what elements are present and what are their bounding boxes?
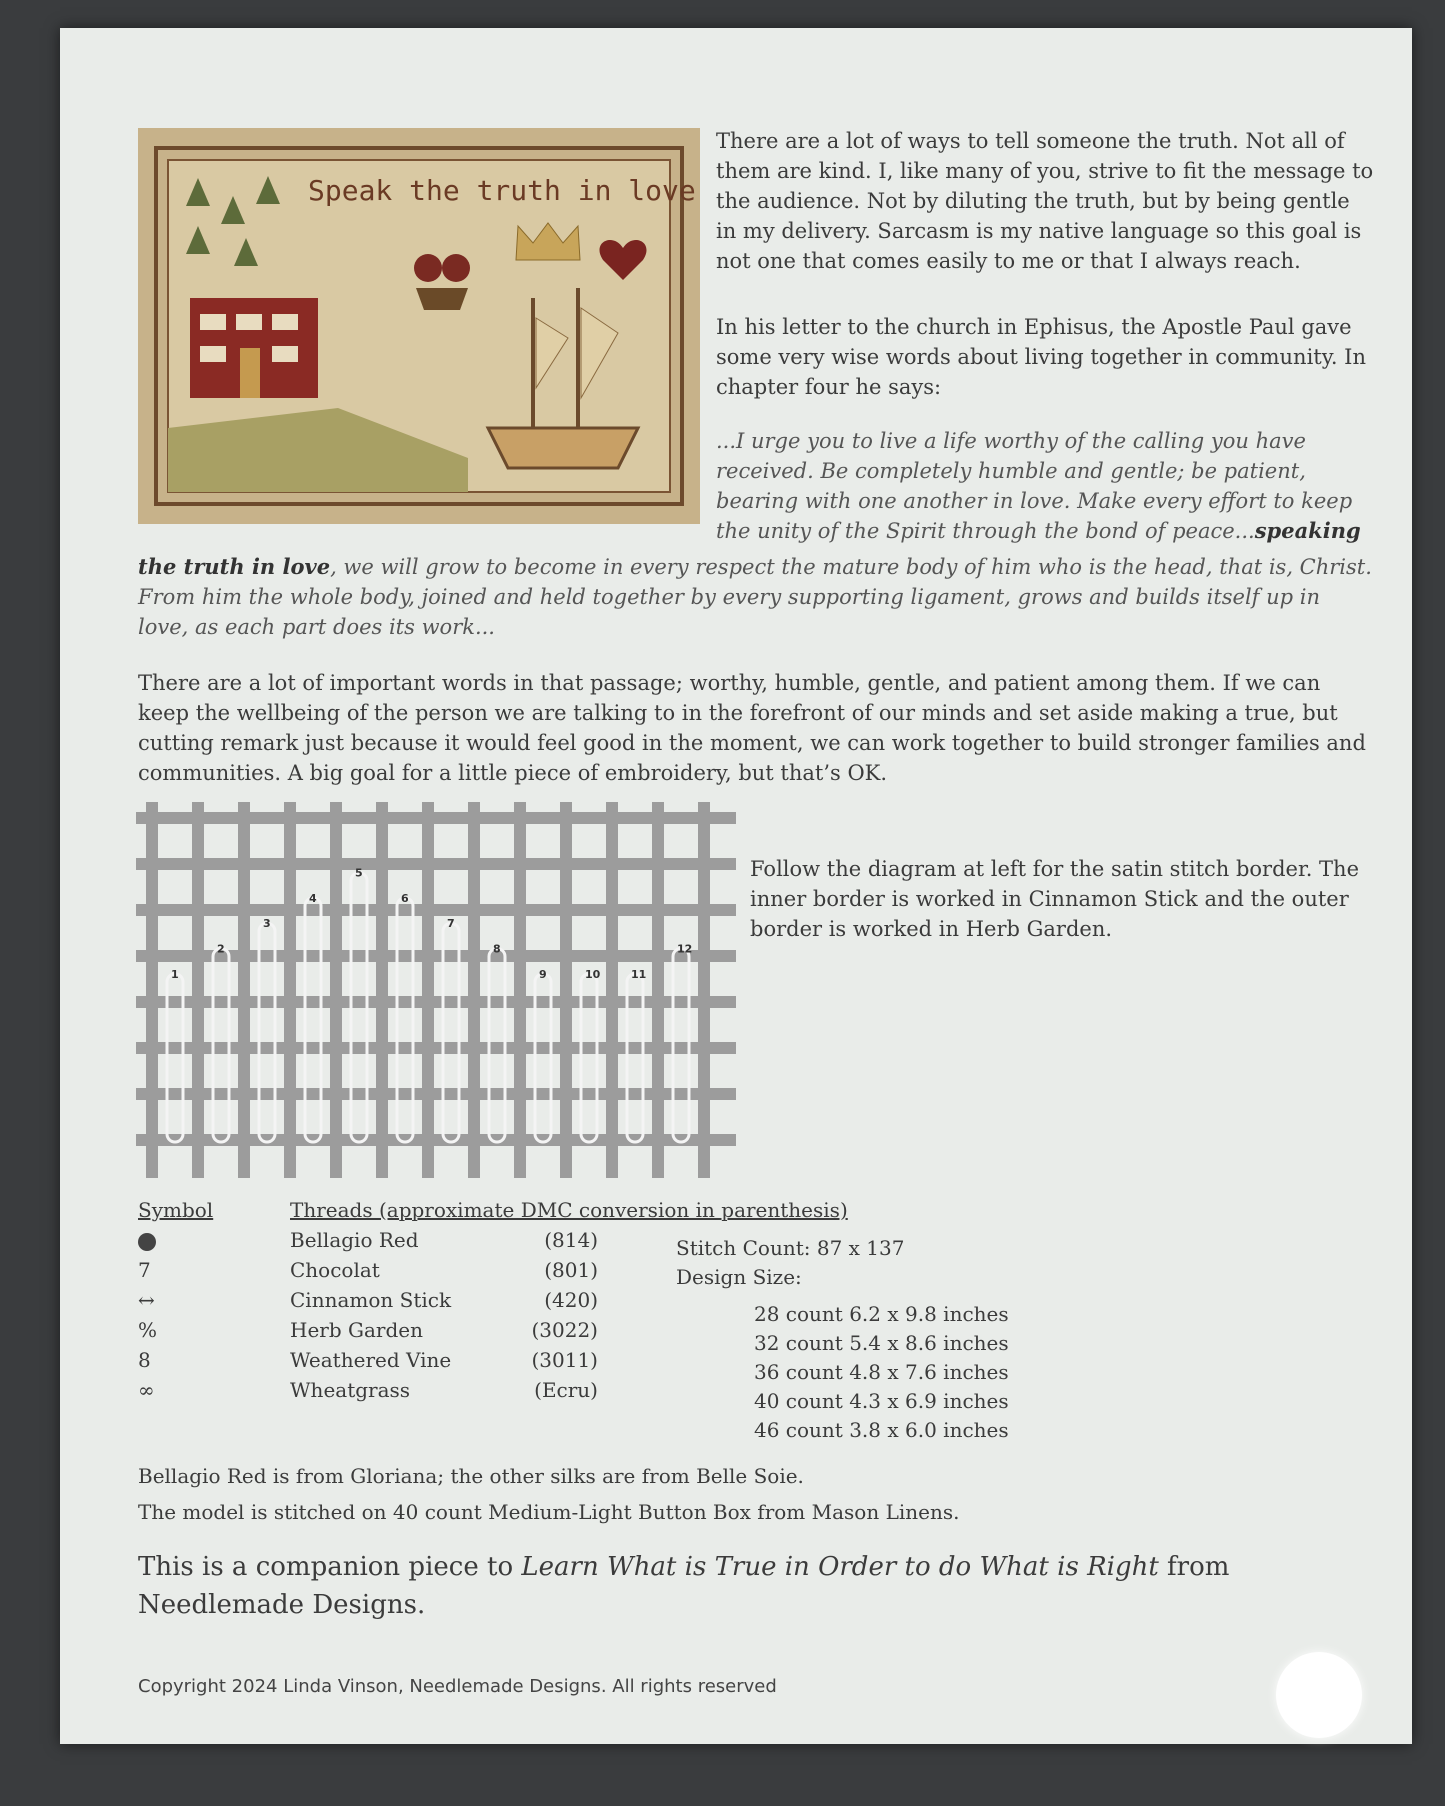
diagram-instructions: Follow the diagram at left for the satin stitch border. The inner border is worked in Cinnamon Stick and the outer border is worked in Herb Garden.: [750, 857, 1360, 941]
quote-emphasis-continued: the truth in love: [138, 554, 331, 579]
thread-dmc: (814): [544, 1228, 598, 1252]
thread-dmc: (3022): [531, 1318, 598, 1342]
scripture-quote: [716, 426, 1376, 546]
grid-line-horizontal: [136, 1088, 736, 1100]
sampler-photo: [138, 128, 700, 524]
grid-line-horizontal: [136, 996, 736, 1008]
satin-stitch: [397, 898, 413, 1142]
important-words-paragraph: There are a lot of important words in that passage; worthy, humble, gentle, and patient among them. If we can keep the wellbeing of the person we are talking to in the forefront of our minds and set aside making a true, but cutting remark just because it would feel good in the moment, we can work together to build stronger families and communities. A big goal for a little piece of embroidery, but that’s OK.: [138, 671, 1366, 785]
thread-name: Chocolat: [290, 1258, 380, 1282]
thread-row: [138, 1228, 598, 1258]
stitch-number: 4: [309, 891, 317, 905]
stitch-count: Stitch Count: 87 x 137: [676, 1236, 905, 1260]
thread-name: Bellagio Red: [290, 1228, 419, 1252]
stitch-number: 7: [447, 917, 455, 931]
grid-line-horizontal: [136, 1042, 736, 1054]
thread-dmc: (Ecru): [534, 1378, 598, 1402]
thread-row: [138, 1258, 598, 1288]
stitch-number: 1: [171, 967, 179, 981]
thread-symbol: 7: [138, 1258, 151, 1282]
intro-paragraph: There are a lot of ways to tell someone the truth. Not all of them are kind. I, like many of you, strive to fit the message to the audience. Not by diluting the truth, but by being gentle in my delivery. Sarcasm is my native language so this goal is not one that comes easily to me or that I always reach.: [716, 129, 1374, 273]
thread-dmc: (801): [544, 1258, 598, 1282]
stitch-number: 11: [631, 967, 647, 981]
thread-symbol: 8: [138, 1348, 151, 1372]
copyright: Copyright 2024 Linda Vinson, Needlemade Designs. All rights reserved: [138, 1676, 777, 1697]
scripture-quote-continued: [138, 552, 1376, 642]
materials-note: [138, 1458, 1238, 1530]
satin-stitch-diagram: [136, 802, 736, 1178]
design-size-row: 46 count 3.8 x 6.0 inches: [754, 1418, 1009, 1442]
glare-spot: [1276, 1652, 1362, 1738]
thread-symbol: ↔: [138, 1288, 155, 1312]
design-size-row: 32 count 5.4 x 8.6 inches: [754, 1331, 1009, 1355]
thread-symbol: %: [138, 1318, 158, 1342]
letter-paragraph: In his letter to the church in Ephisus, the Apostle Paul gave some very wise words about living together in community. In chapter four he says:: [716, 315, 1366, 399]
thread-name: Herb Garden: [290, 1318, 423, 1342]
thread-name: Cinnamon Stick: [290, 1288, 452, 1312]
companion-title: Learn What is True in Order to do What is Right: [521, 1552, 1159, 1582]
stitch-number: 10: [585, 967, 601, 981]
grid-line-horizontal: [136, 858, 736, 870]
sampler-motto: Speak the truth in love: [308, 174, 696, 207]
quote-text-continued: , we will grow to become in every respect the mature body of him who is the head, that is, Christ. From him the whole body, joined and held together by every supporting ligament, grows and builds itself up in love, as each part does its work...: [138, 555, 1372, 639]
stitch-stats: [676, 1234, 904, 1292]
pattern-page: [60, 28, 1412, 1744]
thread-name: Weathered Vine: [290, 1348, 452, 1372]
thread-dmc: (3011): [531, 1348, 598, 1372]
thread-symbol: [138, 1228, 178, 1256]
design-size-row: 40 count 4.3 x 6.9 inches: [754, 1389, 1009, 1413]
quote-text: ...I urge you to live a life worthy of the calling you have received. Be completely humble and gentle; be patient, bearing with one another in love. Make every effort to keep the unity of the Spirit through the bond of peace...: [716, 429, 1353, 543]
satin-stitch: [305, 898, 321, 1142]
stitch-number: 12: [677, 942, 693, 956]
threads-header: Threads (approximate DMC conversion in parenthesis): [290, 1198, 848, 1222]
companion-prefix: This is a companion piece to: [138, 1552, 522, 1582]
design-size-row: 36 count 4.8 x 7.6 inches: [754, 1360, 1009, 1384]
thread-row: [138, 1318, 598, 1348]
grid-line-horizontal: [136, 904, 736, 916]
grid-line-horizontal: [136, 812, 736, 824]
stitch-number: 9: [539, 967, 547, 981]
thread-name: Wheatgrass: [290, 1378, 411, 1402]
design-size-row: 28 count 6.2 x 9.8 inches: [754, 1302, 1009, 1326]
thread-row: [138, 1348, 598, 1378]
stitch-number: 5: [355, 866, 363, 880]
design-size-label: Design Size:: [676, 1265, 802, 1289]
symbol-header: Symbol: [138, 1198, 214, 1222]
thread-dmc: (420): [544, 1288, 598, 1312]
thread-row: [138, 1378, 598, 1408]
thread-symbol: ∞: [138, 1378, 155, 1402]
house-icon: [190, 298, 318, 398]
filled-circle-icon: [138, 1233, 156, 1251]
stitch-number: 3: [263, 917, 271, 931]
stitch-number: 8: [493, 942, 501, 956]
companion-suffix: from Needlemade Designs.: [138, 1552, 1230, 1620]
quote-emphasis: speaking: [1254, 518, 1361, 543]
model-note: The model is stitched on 40 count Medium-Light Button Box from Mason Linens.: [138, 1500, 960, 1524]
stitch-number: 6: [401, 891, 409, 905]
stitch-number: 2: [217, 942, 225, 956]
companion-note: [138, 1548, 1378, 1624]
thread-row: [138, 1288, 598, 1318]
silk-note: Bellagio Red is from Gloriana; the other silks are from Belle Soie.: [138, 1464, 804, 1488]
